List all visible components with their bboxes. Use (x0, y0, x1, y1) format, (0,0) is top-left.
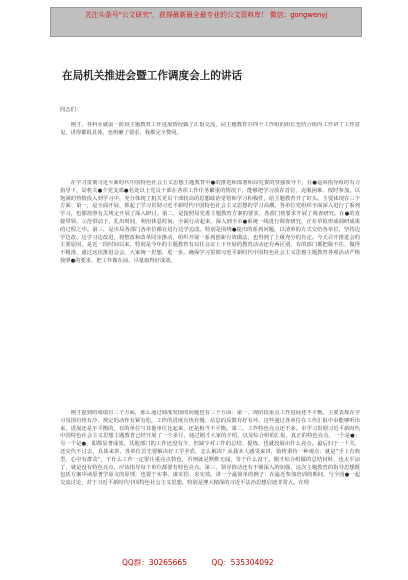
qq-number: QQ：535304092 (211, 558, 274, 567)
contact-footer (122, 557, 296, 568)
paragraph-1: 刚才，各科室就前一阶段主题教育工作进展情况做了汇报交流，局主题教育办四个工作组的组长也结合组内工作讲了工作意见，讲得都很具体，也明确了要求，我都完全赞同。 (60, 122, 360, 136)
qq-group: QQ群：30265665 (122, 558, 187, 567)
banner-text: 关注头条号"公文研究"，获得最新最全最专业的公文资料库！ 微信：gongwenyj (84, 11, 328, 19)
salutation: 同志们： (60, 107, 82, 113)
promo-banner (50, 7, 362, 37)
paragraph-2: 在学习贯彻习近平新时代中国特色社会主义思想主题教育中●的推进和部署和局党委的坚强领导下，在●巡回指导组的有力指导下，局机关●个党支部●名处以上党员干部在各项工作任务繁重的情况下，能够把学习放在首位，克服困难、按时参加，以饱满的热情投入到学习中，充分体现了机关党员干部较高的思想政治觉悟和学习积极性，给主题教育开了好头。主要体现在三个方面：第一，是全面开展、抓起了学习贯彻习近平新时代中国特色社会主义思想的学习高潮。各单位党组织全面深入进行了系列学习，也都按照有关规定开展了深入研讨。第二，是按照局党委主题教育方案的要求，各部门按要求开展了调查研究。在●的直接带领、示范带动下，扎出时间，利用休息时间，全面行动起来，深入到全市●系统一线进行调查研究，正在草拟形成调研成果的过程之中。第三，是市局各部门各单位都在进行边学边改。特别是围绕●提出的系列问题，以清单的方式交给各单位，坚持边学边改、边学习边改进，将整改和改革同步推动，组织开展一系列创新有效做法，也得到了上级充分的肯定。今天召开推进会的主要原因，是近一段时间以来，特别是今年的主题教育有以往会议上下开展的教育活动还有两区别，有的部门都把握不住、做得不精准，通过这次推进会会，大家统一思想，进一步。确保学习贯彻习近平新时代中国特色社会主义思想主题教育各项活动严格按照●的要求，把工作做在前，尽量取得好成效。 (60, 180, 360, 264)
document-title: 在局机关推进会暨工作调度会上的讲话 (62, 70, 243, 82)
paragraph-3: 刚才提到的成绩有三个方面，那么通过调度发现的问题也有三个方面：第一，现阶段重点工作进展还不平衡。主要表现在学习氛围有热有冷、规定的动作有紧有松，工作的进度有快有慢，信息的反馈有好有坏，这些通过各单位在工作汇报中由能够听出来，进展还是不平衡的，有的单位与其他单位比起来，还是相当不平衡。第二，工作特色亮点还不多。市学习贯彻习近平新时代中国特色社会主义思想主题教育已经开展了一个多月，通过刚才大家的介绍，以及综合组的汇报，真正的特色亮点，一个是●；另一个是●，即都显著成效，其他部门的工作还没有少，但缺少对工作的总结、提炼，也就没展出什么亮点。最后归于一十关，还交代不过去，具体来讲，各单位首先要解决好工学矛盾，怎么解决？从我本人感受来讲，始终秉持一种观点：就是“手上有典型，心中有群众”，干什么工作一定要注重亮点特色，否则就是默默无闻，等于什么没干。刚才综合组做的总结材料，也太平凉了，就是没有特色亮点，应该指导每个单位都要有特色亮点。第三，领导推动还有不够深入的加强，这次主题教育的指导思想既包括方案中读原著学原文的原理，也要干实事、谋实招、求实效。讲一个最简单的例子：在最近参加培训的期间，与全国●一起交流讨论，对于习近平新时代中国特色社会主义思想，特别是博大精深的习近平法治思想启迪非常大。在理 (60, 410, 360, 487)
